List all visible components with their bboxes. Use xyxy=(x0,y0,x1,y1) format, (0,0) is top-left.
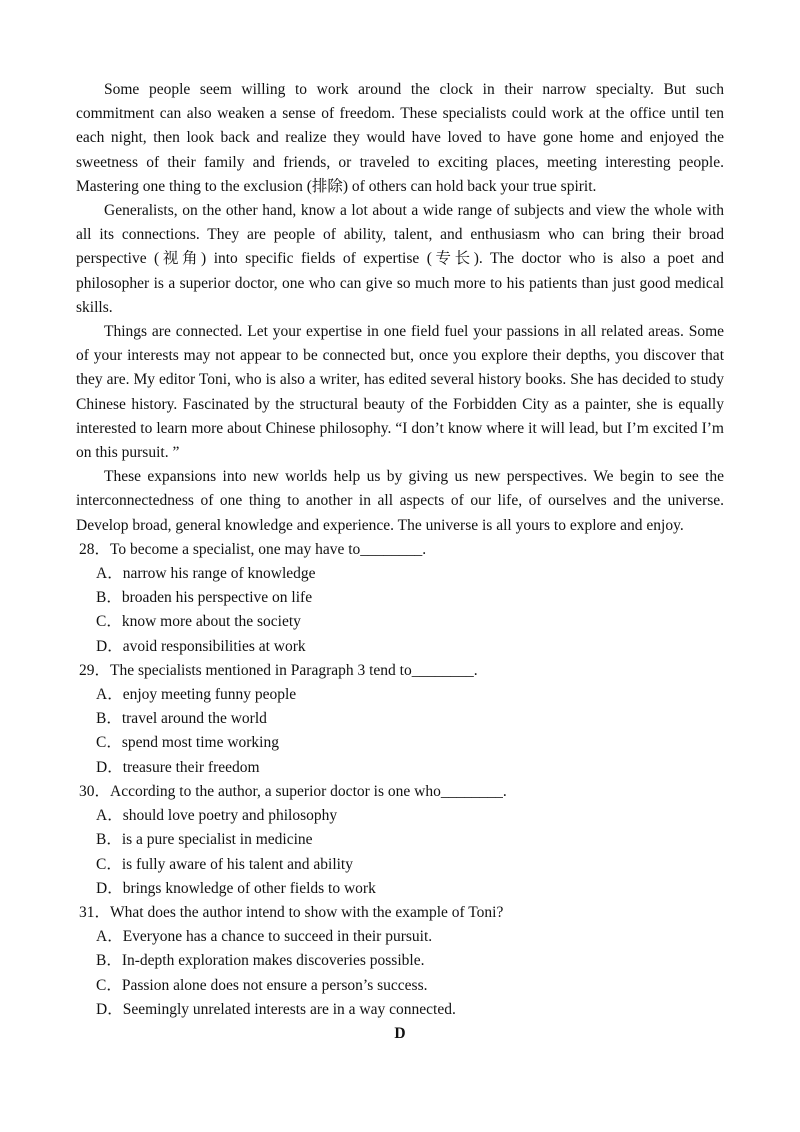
option-b xyxy=(76,707,724,731)
option-text: brings knowledge of other fields to work xyxy=(122,879,376,897)
option-c xyxy=(76,974,724,998)
question-30 xyxy=(76,780,724,901)
option-text: know more about the society xyxy=(121,613,301,631)
option-letter: D． xyxy=(96,1000,123,1018)
question-stem: 31．What does the author intend to show with the example of Toni? xyxy=(79,903,504,921)
option-c xyxy=(76,731,724,755)
question-28 xyxy=(76,538,724,659)
option-text: should love poetry and philosophy xyxy=(122,807,338,825)
passage-paragraph-3: Things are connected. Let your expertise in one field fuel your passions in all related areas. Some of your interests may not appear to be connected but, once you explore their depths, you discover that they are. My editor Toni, who is also a writer, has edited several history books. She has decided to study Chinese history. Fascinated by the structural beauty of the Forbidden City as a painter, she is equally interested to learn more about Chinese philosophy. “I don’t know where it will lead, but I’m excited I’m on this pursuit. ” xyxy=(76,323,724,462)
question-31 xyxy=(76,901,724,1022)
option-c xyxy=(76,853,724,877)
option-letter: D． xyxy=(96,758,123,776)
option-letter: C． xyxy=(96,855,122,873)
option-a xyxy=(76,683,724,707)
option-letter: A． xyxy=(96,565,123,583)
section-heading: D xyxy=(394,1024,406,1042)
option-d xyxy=(76,877,724,901)
option-letter: D． xyxy=(96,879,123,897)
option-text: In-depth exploration makes discoveries possible. xyxy=(121,952,425,970)
option-text: broaden his perspective on life xyxy=(121,589,313,607)
option-text: enjoy meeting funny people xyxy=(122,686,297,704)
option-b xyxy=(76,586,724,610)
option-b xyxy=(76,949,724,973)
option-text: treasure their freedom xyxy=(122,758,260,776)
question-stem: 29．The specialists mentioned in Paragraph 3 tend to________. xyxy=(79,661,478,679)
option-letter: A． xyxy=(96,928,123,946)
option-letter: B． xyxy=(96,831,122,849)
option-text: Seemingly unrelated interests are in a way connected. xyxy=(122,1000,456,1018)
option-d xyxy=(76,756,724,780)
option-d xyxy=(76,998,724,1022)
option-letter: A． xyxy=(96,807,123,825)
option-b xyxy=(76,828,724,852)
question-29 xyxy=(76,659,724,780)
option-text: Passion alone does not ensure a person’s success. xyxy=(121,976,428,994)
option-text: avoid responsibilities at work xyxy=(122,637,306,655)
option-a xyxy=(76,804,724,828)
question-stem: 30．According to the author, a superior doctor is one who________. xyxy=(79,782,507,800)
option-text: is a pure specialist in medicine xyxy=(121,831,313,849)
option-letter: A． xyxy=(96,686,123,704)
option-text: is fully aware of his talent and ability xyxy=(121,855,353,873)
option-letter: D． xyxy=(96,637,123,655)
document-body xyxy=(76,78,724,1046)
option-letter: B． xyxy=(96,589,122,607)
question-stem: 28．To become a specialist, one may have to________. xyxy=(79,540,427,558)
option-c xyxy=(76,610,724,634)
option-text: travel around the world xyxy=(121,710,267,728)
passage-paragraph-2: Generalists, on the other hand, know a lot about a wide range of subjects and view the whole with all its connections. They are people of ability, talent, and enthusiasm who can bring their broad perspective (视角) into specific fields of expertise (专长). The doctor who is also a poet and philosopher is a superior doctor, one who can give so much more to his patients than just good medical skills. xyxy=(76,202,724,316)
option-text: spend most time working xyxy=(121,734,279,752)
option-text: narrow his range of knowledge xyxy=(122,565,316,583)
option-a xyxy=(76,562,724,586)
option-letter: C． xyxy=(96,976,122,994)
option-letter: B． xyxy=(96,952,122,970)
option-letter: C． xyxy=(96,613,122,631)
passage-paragraph-1: Some people seem willing to work around the clock in their narrow specialty. But such commitment can also weaken a sense of freedom. These specialists could work at the office until ten each night, then look back and realize they would have loved to have gone home and enjoyed the sweetness of their family and friends, or traveled to exciting places, meeting interesting people. Mastering one thing to the exclusion (排除) of others can hold back your true spirit. xyxy=(76,81,724,195)
option-letter: B． xyxy=(96,710,122,728)
option-d xyxy=(76,635,724,659)
option-text: Everyone has a chance to succeed in their pursuit. xyxy=(122,928,433,946)
option-a xyxy=(76,925,724,949)
option-letter: C． xyxy=(96,734,122,752)
passage-paragraph-4: These expansions into new worlds help us by giving us new perspectives. We begin to see the interconnectedness of one thing to another in all aspects of our life, of ourselves and the universe. Develop broad, general knowledge and experience. The universe is all yours to explore and enjoy. xyxy=(76,468,724,534)
